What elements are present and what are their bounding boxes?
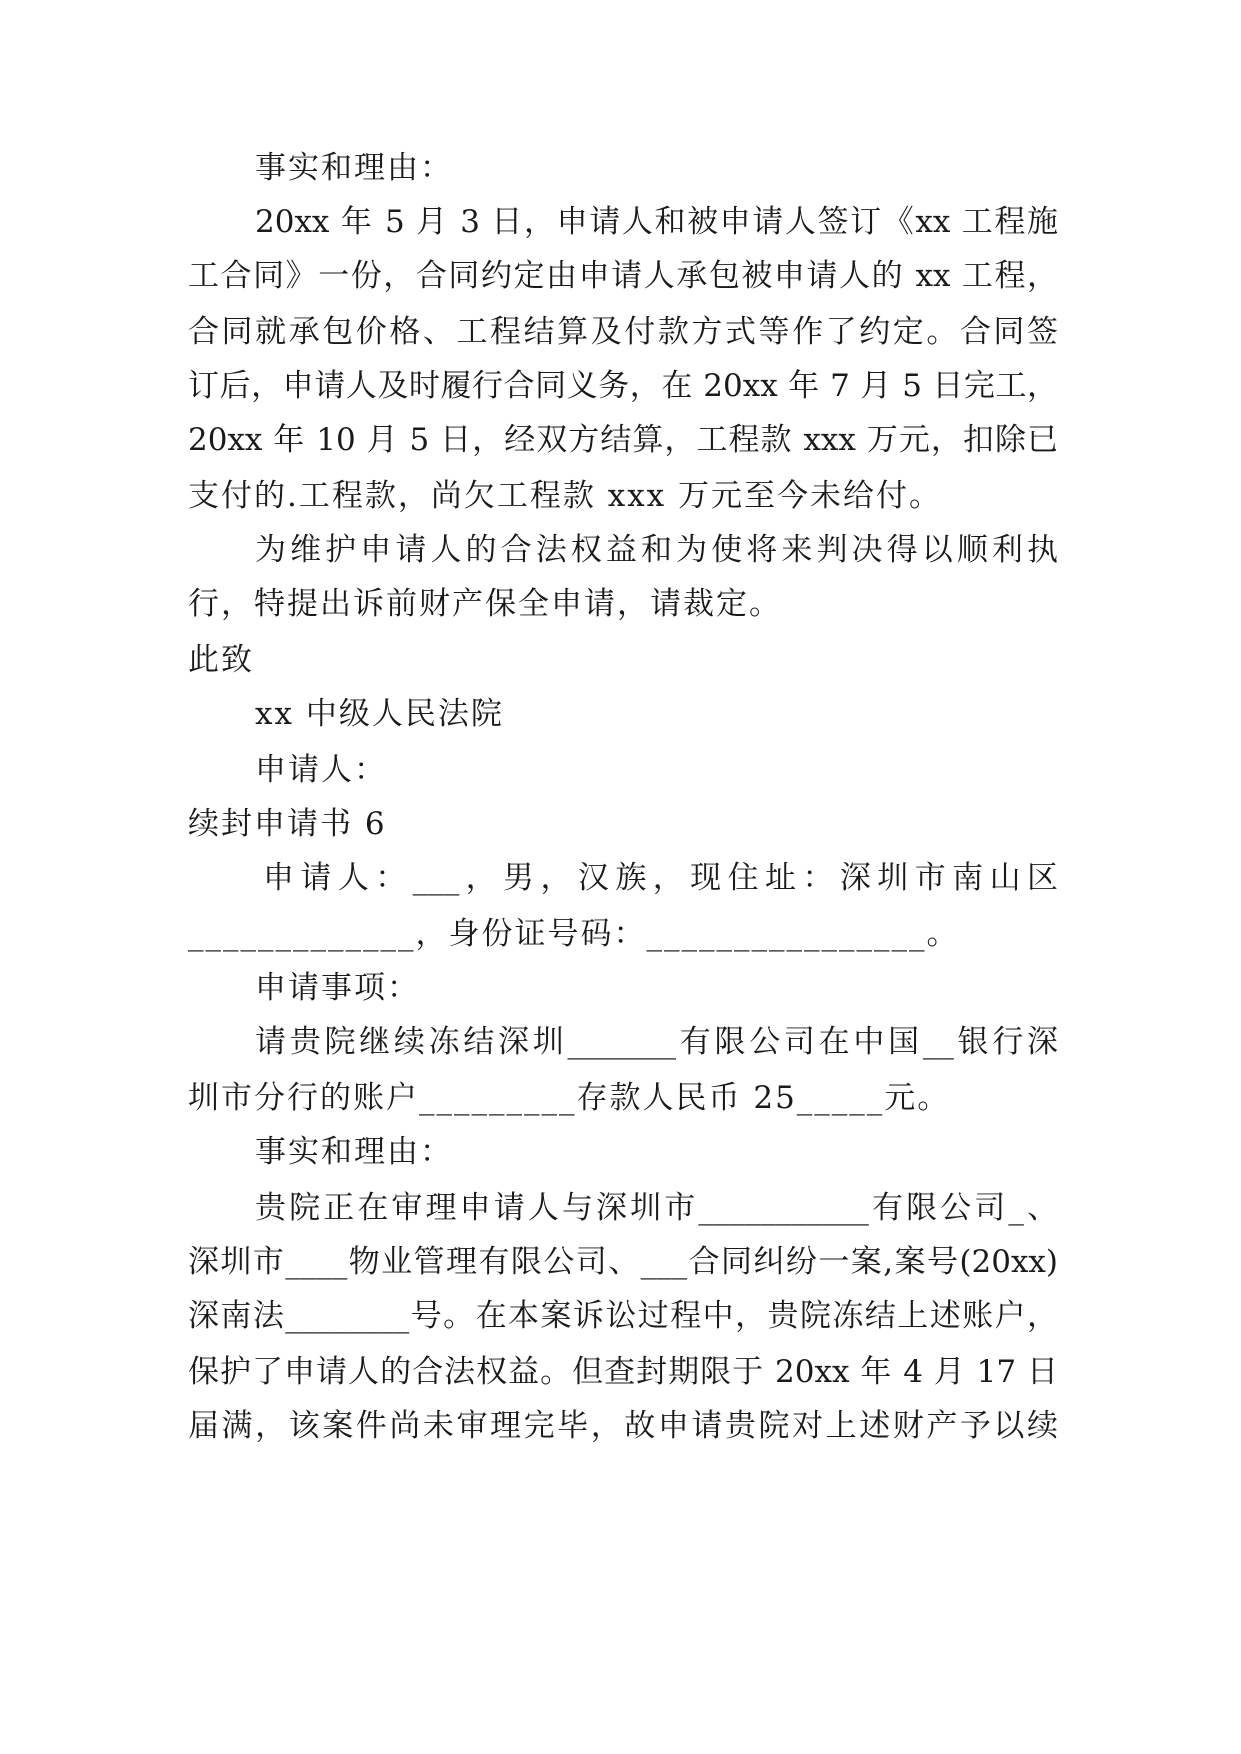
text-line: 圳市分行的账户_________存款人民币 25_____元。 xyxy=(188,1080,951,1116)
text-line: 此致 xyxy=(188,642,254,678)
text-line: 事实和理由： xyxy=(255,150,453,186)
text-line: 申请事项： xyxy=(255,970,420,1006)
section-title: 续封申请书 6 xyxy=(188,806,387,842)
text-line: 请贵院继续冻结深圳_______有限公司在中国__银行深 xyxy=(255,1024,1058,1060)
text-line: 事实和理由： xyxy=(255,1134,453,1170)
text-line: 合同就承包价格、工程结算及付款方式等作了约定。合同签 xyxy=(188,314,1058,350)
text-line: 工合同》一份，合同约定由申请人承包被申请人的 xx 工程， xyxy=(188,258,1058,294)
text-line: _____________，身份证号码：________________。 xyxy=(188,916,960,952)
text-line: 届满，该案件尚未审理完毕，故申请贵院对上述财产予以续 xyxy=(188,1408,1058,1444)
text-line: 订后，申请人及时履行合同义务，在 20xx 年 7 月 5 日完工， xyxy=(188,368,1058,404)
recipient-line: xx 中级人民法院 xyxy=(255,696,504,732)
text-line: 贵院正在审理申请人与深圳市___________有限公司_、 xyxy=(255,1190,1058,1226)
text-line: 20xx 年 5 月 3 日，申请人和被申请人签订《xx 工程施 xyxy=(255,204,1058,240)
text-line: 20xx 年 10 月 5 日，经双方结算，工程款 xxx 万元，扣除已 xyxy=(188,422,1058,458)
text-line: 支付的.工程款，尚欠工程款 xxx 万元至今未给付。 xyxy=(188,478,943,514)
text-line: 为维护申请人的合法权益和为使将来判决得以顺利执 xyxy=(255,532,1058,568)
text-line: 深圳市____物业管理有限公司、___合同纠纷一案,案号(20xx) xyxy=(188,1244,1058,1280)
text-line: 深南法________号。在本案诉讼过程中，贵院冻结上述账户， xyxy=(188,1298,1058,1334)
text-line: 保护了申请人的合法权益。但查封期限于 20xx 年 4 月 17 日 xyxy=(188,1354,1058,1390)
text-line: 行，特提出诉前财产保全申请，请裁定。 xyxy=(188,586,782,622)
applicant-label: 申请人： xyxy=(255,752,387,788)
text-line: 申请人：___，男，汉族，现住址：深圳市南山区 xyxy=(263,860,1058,896)
